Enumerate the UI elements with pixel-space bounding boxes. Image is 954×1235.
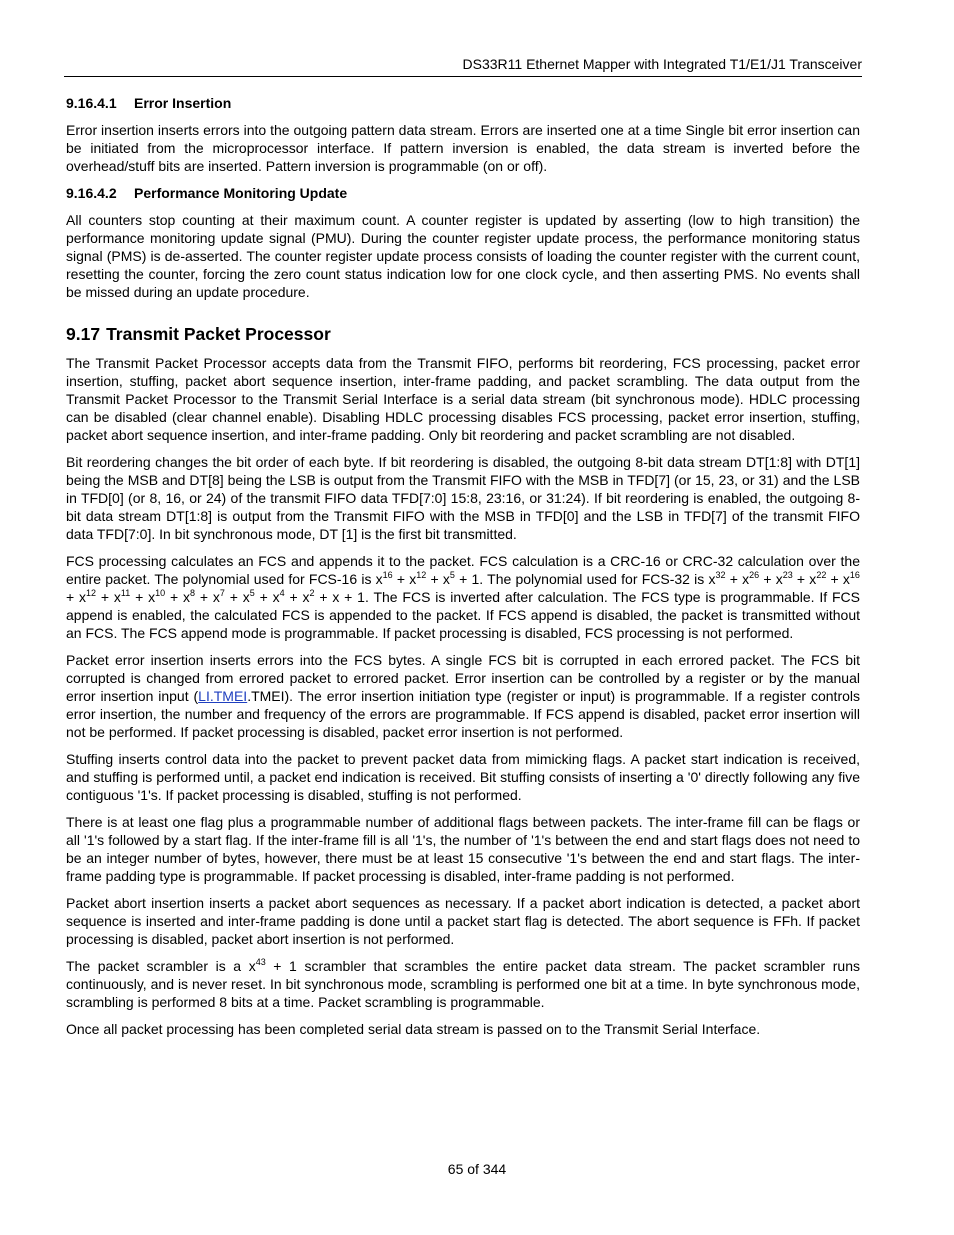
paragraph: There is at least one flag plus a programmable number of additional flags between packets. The inter-frame fill can be flags or all '1's followed by a start flag. If the inter-frame fill is all '1's, the number of '1's between the end and start flags does not need to be an integer number of bytes, however, there must be at least 15 consecutive '1's between the end and start flags. The inter-frame padding type is programmable. If packet processing is disabled, inter-frame padding is not performed. xyxy=(66,814,860,884)
heading-title: Transmit Packet Processor xyxy=(106,324,331,344)
paragraph: Bit reordering changes the bit order of each byte. If bit reordering is disabled, the outgoing 8-bit data stream DT[1:8] with DT[1] being the MSB and DT[8] being the LSB is output from the Transmit FIFO with the MSB in TFD[7] (or 15, 23, or 31) and the LSB in TFD[0] (or 8, 16, or 24) of the transmit FIFO data TFD[7:0] 15:8, 23:16, or 31:24). If bit reordering is enabled, the outgoing 8-bit data stream DT[1:8] is output from the Transmit FIFO with the MSB in TFD[0] and the LSB in TFD[7] of the transmit FIFO data TFD[7:0]. In bit synchronous mode, DT [1] is the first bit transmitted. xyxy=(66,454,860,542)
running-header: DS33R11 Ethernet Mapper with Integrated T1/E1/J1 Transceiver xyxy=(462,56,862,72)
page-body xyxy=(66,94,860,1047)
heading-number: 9.16.4.2 xyxy=(66,185,117,201)
paragraph: The Transmit Packet Processor accepts data from the Transmit FIFO, performs bit reordering, FCS processing, packet error insertion, stuffing, packet abort sequence insertion, inter-frame padding, and packet scrambling. The data output from the Transmit Packet Processor to the Transmit Serial Interface is a serial data stream (bit synchronous mode). HDLC processing can be disabled (clear channel enable). Disabling HDLC processing disables FCS processing, packet error insertion, stuffing, packet abort sequence insertion, and inter-frame padding. Only bit reordering and packet scrambling are not disabled. xyxy=(66,355,860,443)
heading-number: 9.17 xyxy=(66,324,101,344)
paragraph: All counters stop counting at their maximum count. A counter register is updated by asserting (low to high transition) the performance monitoring update signal (PMU). During the counter register update process, the performance monitoring status signal (PMS) is de-asserted. The counter register update process consists of loading the counter register with the current count, resetting the counter, forcing the zero count status indication low for one clock cycle, and then asserting PMS. No events shall be missed during an update procedure. xyxy=(66,212,860,300)
paragraph-packet-error-insertion: Packet error insertion inserts errors into the FCS bytes. A single FCS bit is corrupted in each errored packet. The FCS bit corrupted is changed from errored packet to errored packet. Error insertion can be controlled by a register or by the manual error insertion input (LI.TMEI.TMEI). The error insertion initiation type (register or input) is programmable. If a register controls error insertion, the number and frequency of the errors are programmable. If FCS append is disabled, packet error insertion will not be performed. If packet processing is disabled, packet error insertion is not performed. xyxy=(66,652,861,740)
heading-title: Performance Monitoring Update xyxy=(134,185,348,201)
page-number: 65 of 344 xyxy=(447,1161,507,1177)
paragraph: Error insertion inserts errors into the outgoing pattern data stream. Errors are inserted one at a time Single bit error insertion can be initiated from the microprocessor interface. If pattern inversion is enabled, the data stream is inverted before the overhead/stuff bits are inserted. Pattern inversion is programmable (on or off). xyxy=(66,122,860,174)
heading-transmit-packet-processor xyxy=(66,323,860,345)
heading-title: Error Insertion xyxy=(134,95,232,111)
fcs32-polynomial: $x^{32} + x^{26} + x^{23} + x^{22} + x^{16} + x^{12} + x^{11} + x^{10} + x^8 + x^7 + x^5 + x^4 + x^2 + x + 1$ xyxy=(66,570,860,605)
header-rule xyxy=(64,76,862,77)
heading-error-insertion xyxy=(66,94,860,112)
paragraph: Packet abort insertion inserts a packet abort sequences as necessary. If a packet abort indication is detected, a packet abort sequence is inserted and inter-frame padding is done until a packet start flag is detected. The abort sequence is FFh. If packet processing is disabled, packet abort insertion is not performed. xyxy=(66,895,860,947)
paragraph-scrambler: The packet scrambler is a $x^{43} + 1$ scrambler that scrambles the entire packet data stream. The packet scrambler runs continuously, and is never reset. In bit synchronous mode, scrambling is performed one bit at a time. In byte synchronous mode, scrambling is performed 8 bits at a time. Packet scrambling is programmable. xyxy=(66,957,861,1010)
paragraph: Stuffing inserts control data into the packet to prevent packet data from mimicking flags. A packet start indication is received, and stuffing is performed until, a packet end indication is received. Bit stuffing consists of inserting a '0' directly following any five contiguous '1's. If packet processing is disabled, stuffing is not performed. xyxy=(66,751,860,803)
fcs16-polynomial: $x^{16} + x^{12} + x^5 + 1$ xyxy=(375,570,480,587)
paragraph-fcs: FCS processing calculates an FCS and appends it to the packet. FCS calculation is a CRC-16 or CRC-32 calculation over the entire packet. The polynomial used for FCS-16 is $x^{16} + x^{12} + x^5 + 1$. The polynomial used for FCS-32 is $x^{32} + x^{26} + x^{23} + x^{22} + x^{16} + x^{12} + x^{11} + x^{10} + x^8 + x^7 + x^5 + x^4 + x^2 + x + 1$. The FCS is inverted after calculation. The FCS type is programmable. If FCS append is enabled, the calculated FCS is appended to the packet. If FCS append is disabled, the packet is transmitted without an FCS. The FCS append mode is programmable. If packet processing is disabled, FCS processing is not performed. xyxy=(66,553,860,641)
scrambler-polynomial: $x^{43} + 1$ xyxy=(248,957,297,974)
paragraph: Once all packet processing has been completed serial data stream is passed on to the Transmit Serial Interface. xyxy=(66,1021,761,1037)
li-tmei-link[interactable]: LI.TMEI xyxy=(198,688,248,704)
heading-performance-monitoring-update xyxy=(66,184,860,202)
heading-number: 9.16.4.1 xyxy=(66,95,117,111)
